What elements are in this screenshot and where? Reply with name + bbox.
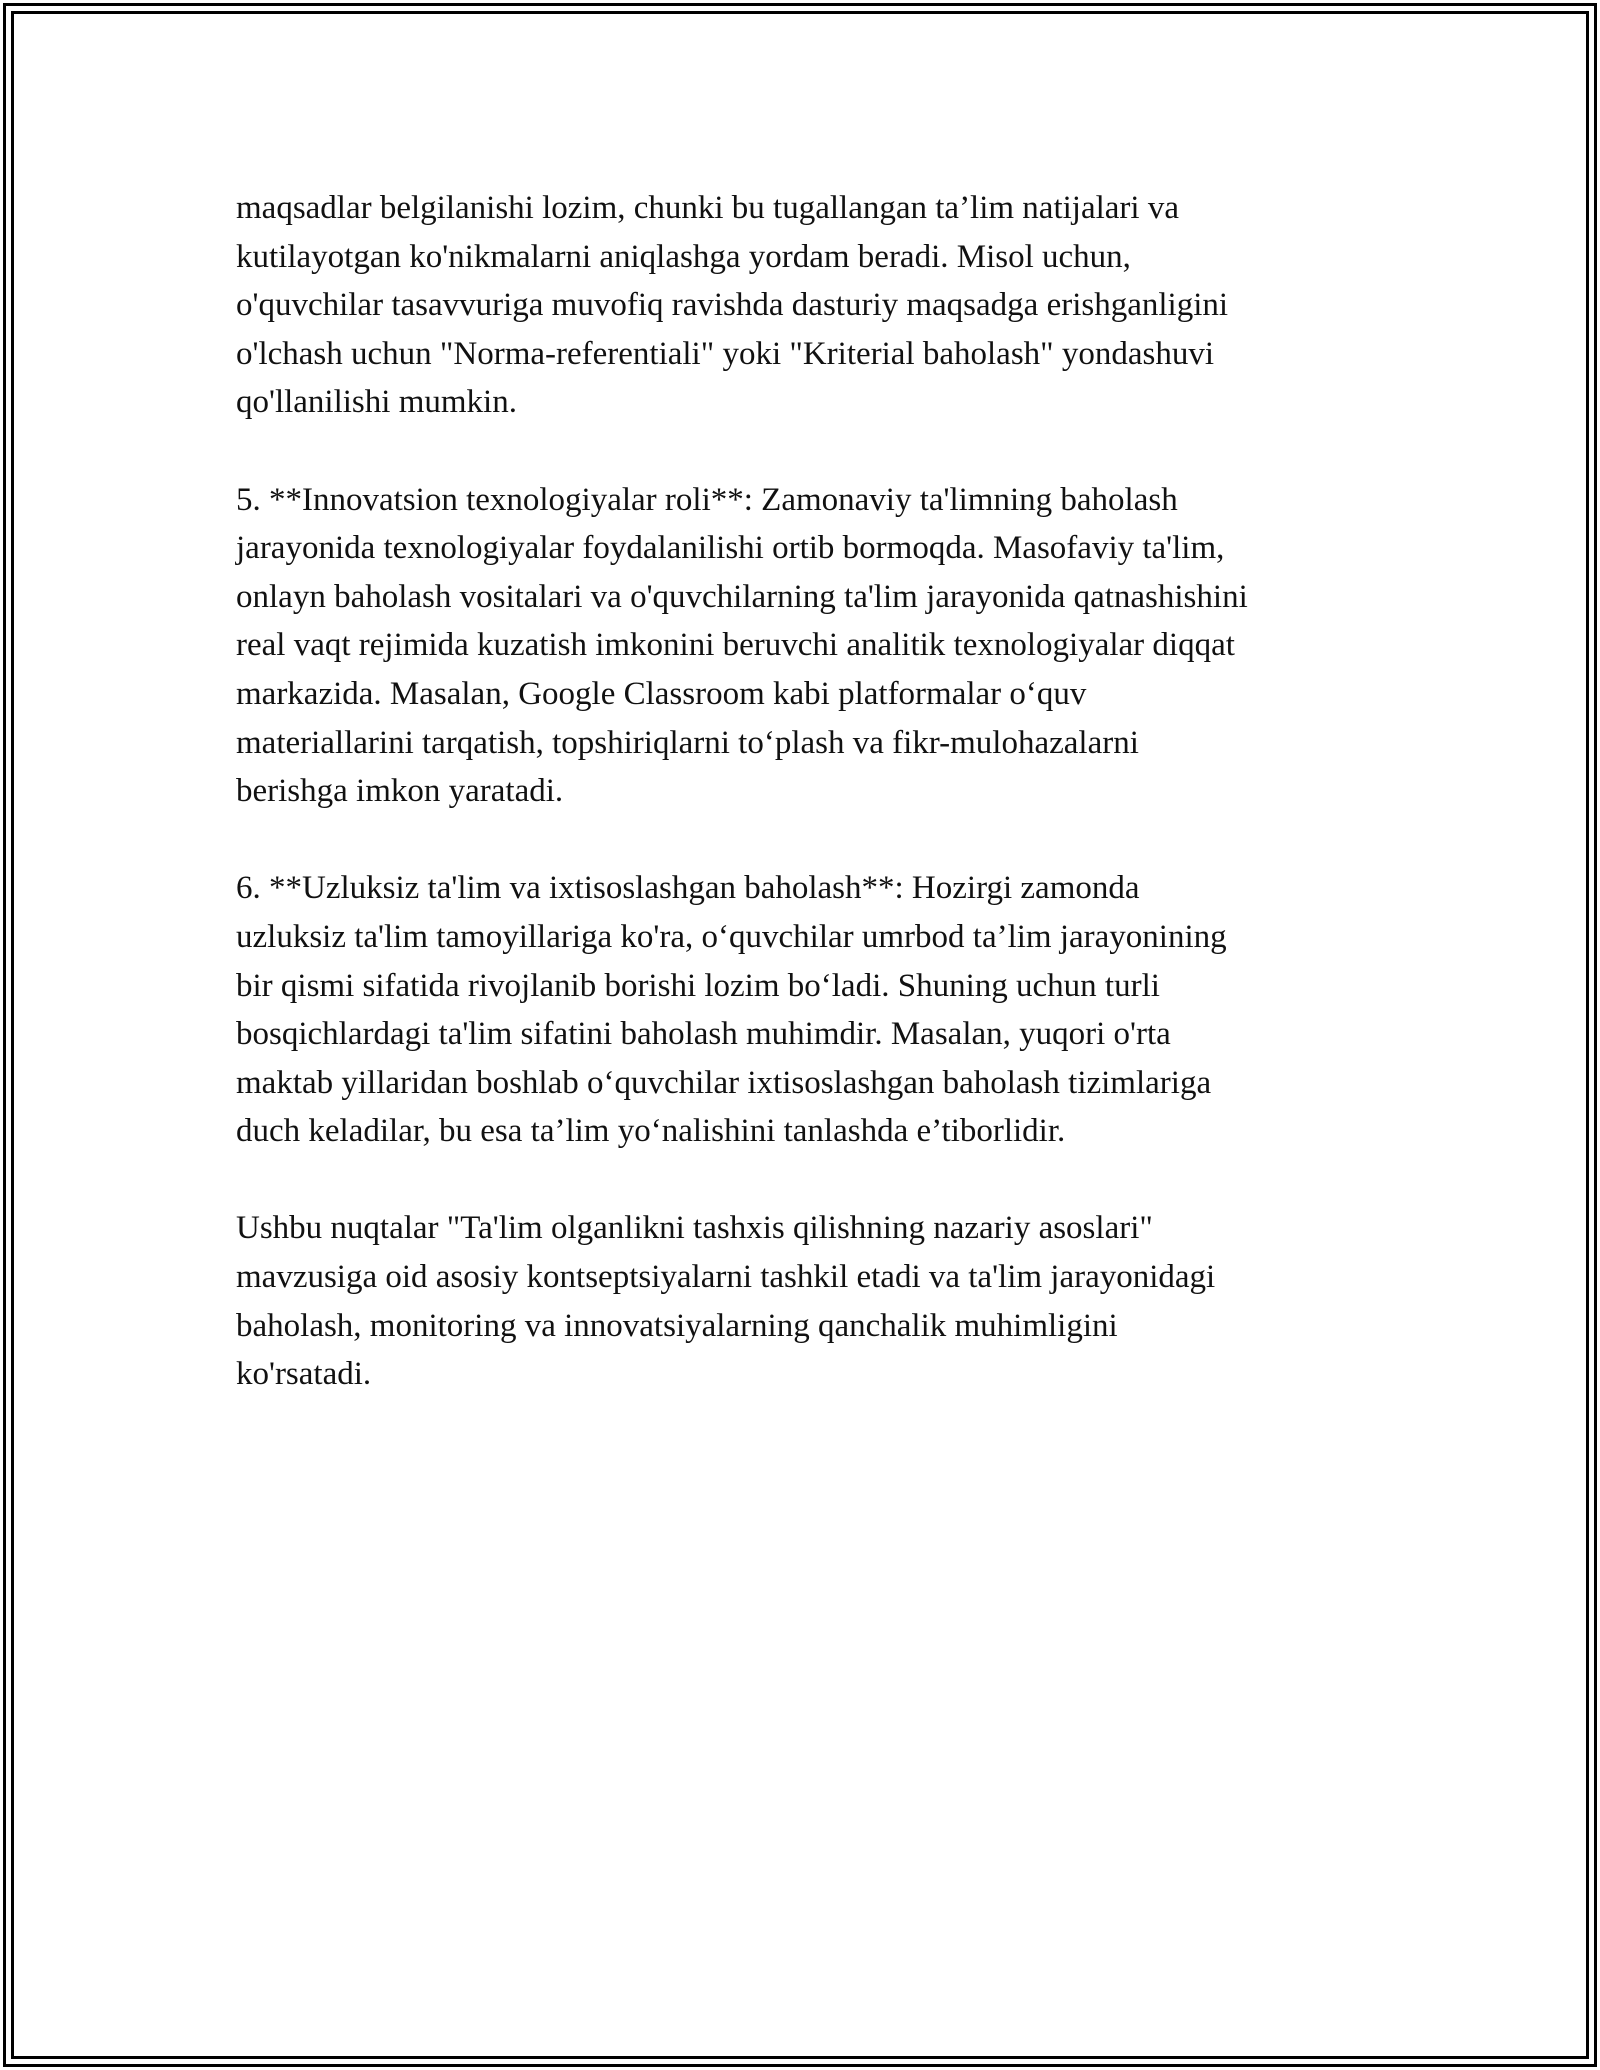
text-line: berishga imkon yaratadi. — [236, 773, 564, 810]
text-line: qo'llanilishi mumkin. — [236, 384, 517, 421]
text-line: bir qismi sifatida rivojlanib borishi lozim bo‘ladi. Shuning uchun turli — [236, 967, 1160, 1004]
text-line: o'lchash uchun "Norma-referentiali" yoki "Kriterial baholash" yondashuvi — [236, 335, 1215, 372]
text-line: kutilayotgan ko'nikmalarni aniqlashga yordam beradi. Misol uchun, — [236, 238, 1131, 275]
text-line: bosqichlardagi ta'lim sifatini baholash muhimdir. Masalan, yuqori o'rta — [236, 1016, 1171, 1053]
text-line: markazida. Masalan, Google Classroom kabi platformalar o‘quv — [236, 675, 1087, 712]
text-line: mavzusiga oid asosiy kontseptsiyalarni tashkil etadi va ta'lim jarayonidagi — [236, 1259, 1216, 1296]
paragraph-goals-continuation — [236, 184, 1386, 427]
text-line: o'quvchilar tasavvuriga muvofiq ravishda dasturiy maqsadga erishganligini — [236, 287, 1229, 324]
text-line: ko'rsatadi. — [236, 1356, 372, 1393]
paragraph-point-6-continuous-education — [236, 864, 1386, 1156]
text-line: uzluksiz ta'lim tamoyillariga ko'ra, o‘quvchilar umrbod ta’lim jarayonining — [236, 918, 1227, 955]
paragraph-point-5-innovative-technologies — [236, 476, 1386, 816]
text-line: onlayn baholash vositalari va o'quvchilarning ta'lim jarayonida qatnashishini — [236, 578, 1248, 615]
text-line: real vaqt rejimida kuzatish imkonini beruvchi analitik texnologiyalar diqqat — [236, 627, 1235, 664]
text-line: maktab yillaridan boshlab o‘quvchilar ixtisoslashgan baholash tizimlariga — [236, 1064, 1212, 1101]
text-line: baholash, monitoring va innovatsiyalarning qanchalik muhimligini — [236, 1307, 1118, 1344]
text-line: maqsadlar belgilanishi lozim, chunki bu tugallangan ta’lim natijalari va — [236, 190, 1179, 226]
text-line: materiallarini tarqatish, topshiriqlarni to‘plash va fikr-mulohazalarni — [236, 724, 1139, 761]
text-line: duch keladilar, bu esa ta’lim yo‘nalishini tanlashda e’tiborlidir. — [236, 1113, 1066, 1150]
text-line: jarayonida texnologiyalar foydalanilishi ortib bormoqda. Masofaviy ta'lim, — [236, 530, 1225, 567]
document-body — [236, 184, 1386, 1447]
paragraph-conclusion — [236, 1204, 1386, 1398]
text-line: 6. **Uzluksiz ta'lim va ixtisoslashgan baholash**: Hozirgi zamonda — [236, 870, 1140, 907]
text-line: Ushbu nuqtalar "Ta'lim olganlikni tashxis qilishning nazariy asoslari" — [236, 1210, 1153, 1247]
text-line: 5. **Innovatsion texnologiyalar roli**: Zamonaviy ta'limning baholash — [236, 481, 1178, 518]
